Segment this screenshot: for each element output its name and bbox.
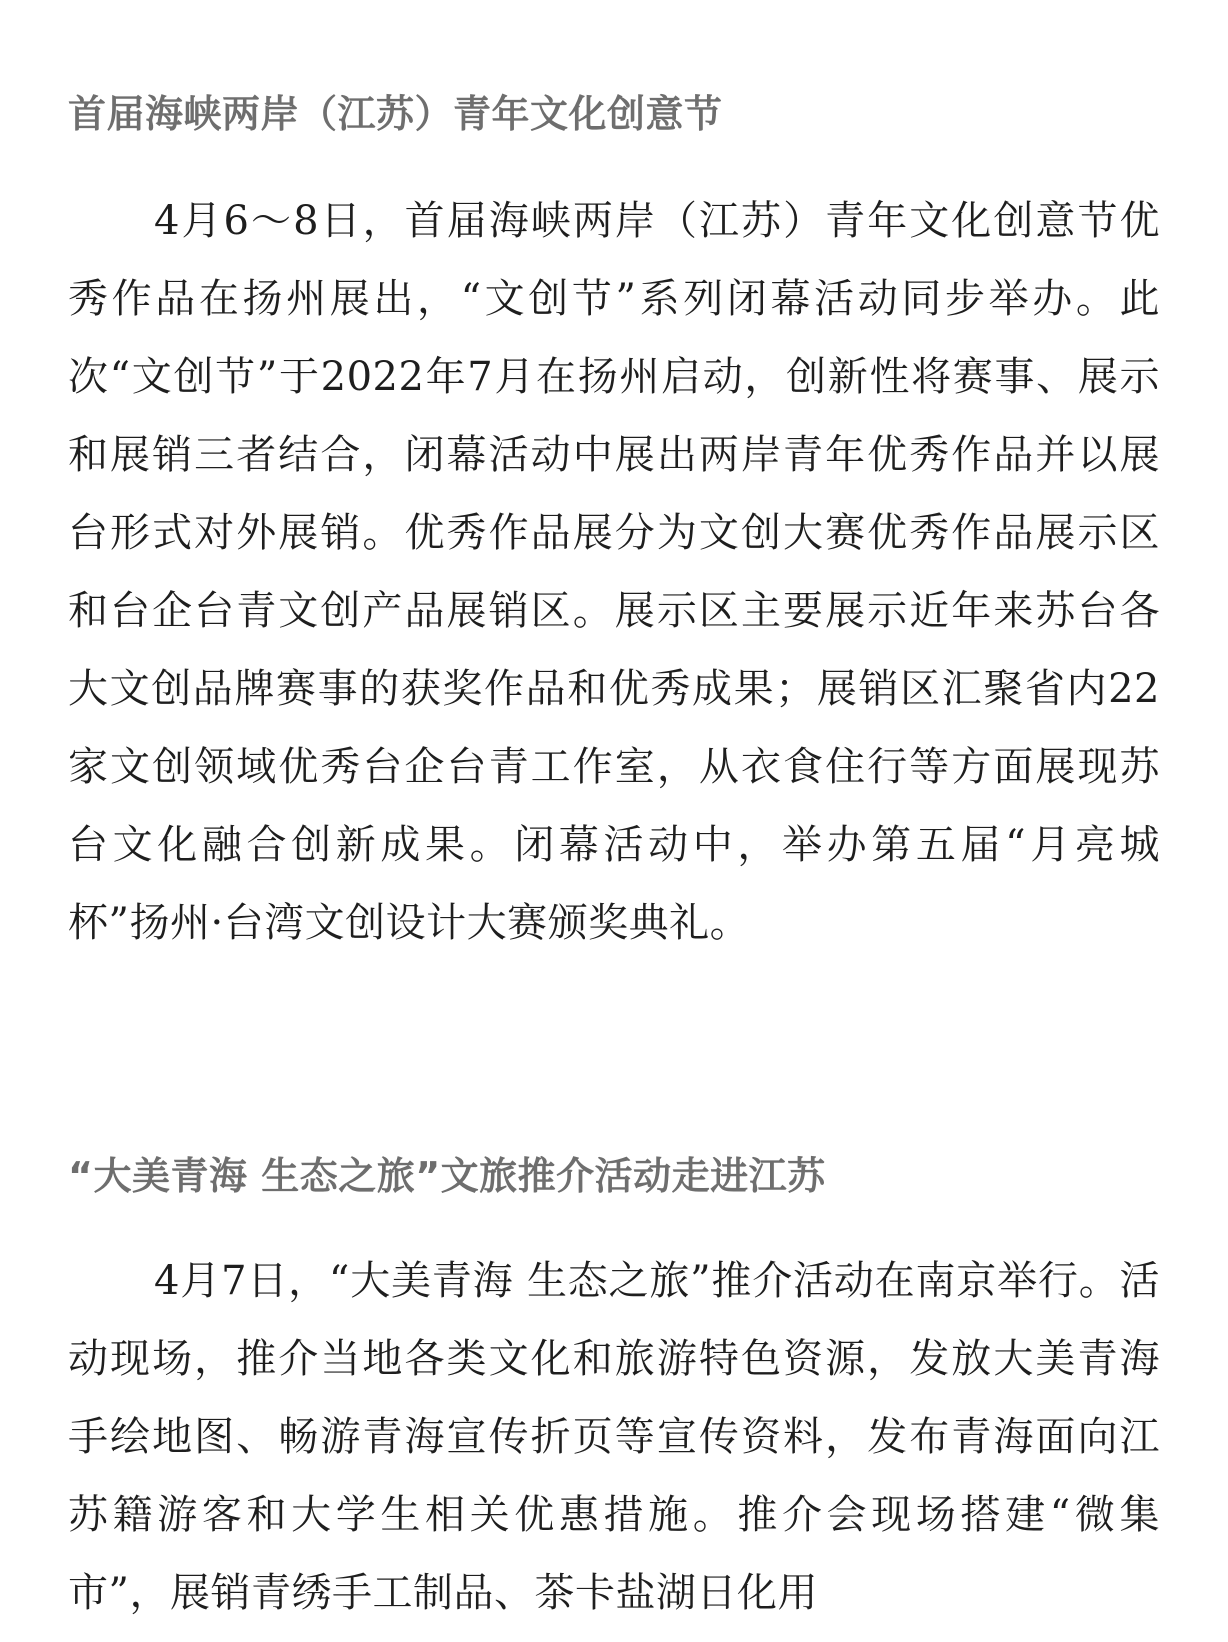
article-body-qinghai-tourism: 4月7日，“大美青海 生态之旅”推介活动在南京举行。活动现场，推介当地各类文化和旅游特色资源，发放大美青海手绘地图、畅游青海宣传折页等宣传资料，发布青海面向江苏籍游客和大学生相关优惠措施。推介会现场搭建“微集市”，展销青绣手工制品、茶卡盐湖日化用 bbox=[68, 1258, 1160, 1616]
article-heading-cultural-creative-festival: 首届海峡两岸（江苏）青年文化创意节 bbox=[68, 92, 723, 136]
article-heading-qinghai-tourism: “大美青海 生态之旅”文旅推介活动走进江苏 bbox=[68, 1154, 826, 1198]
article-body-cultural-creative-festival: 4月6～8日，首届海峡两岸（江苏）青年文化创意节优秀作品在扬州展出，“文创节”系列闭幕活动同步举办。此次“文创节”于2022年7月在扬州启动，创新性将赛事、展示和展销三者结合，闭幕活动中展出两岸青年优秀作品并以展台形式对外展销。优秀作品展分为文创大赛优秀作品展示区和台企台青文创产品展销区。展示区主要展示近年来苏台各大文创品牌赛事的获奖作品和优秀成果；展销区汇聚省内22家文创领域优秀台企台青工作室，从衣食住行等方面展现苏台文化融合创新成果。闭幕活动中，举办第五届“月亮城杯”扬州·台湾文创设计大赛颁奖典礼。 bbox=[68, 198, 1160, 946]
